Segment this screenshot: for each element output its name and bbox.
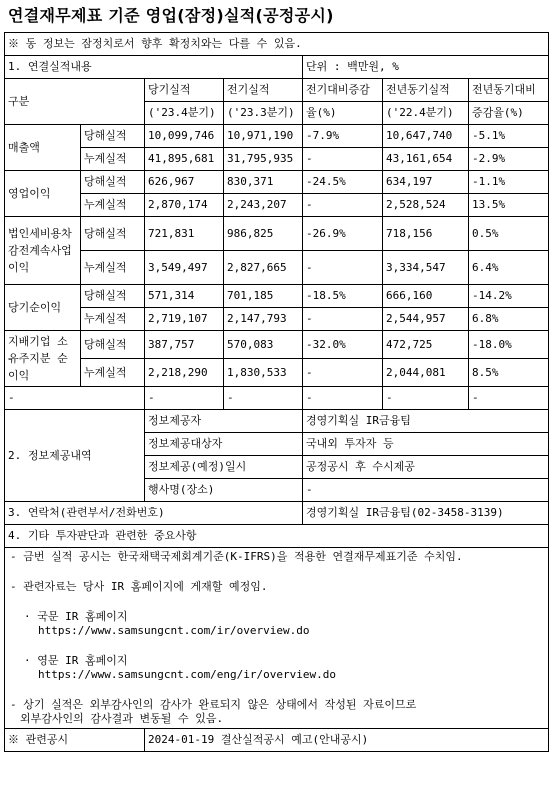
kr-ir-label: · 국문 IR 홈페이지: [24, 610, 128, 623]
cell-qoq: -26.9%: [303, 217, 383, 251]
row-period-label: 당해실적: [81, 217, 145, 251]
cell-current: 2,719,107: [145, 308, 224, 331]
table-row: [5, 308, 549, 331]
cell-yoy: 6.4%: [469, 251, 549, 285]
cell-current: 387,757: [145, 331, 224, 359]
cell-qoq: -7.9%: [303, 125, 383, 148]
cell-qoq: -: [303, 194, 383, 217]
cell-prev: 1,830,533: [224, 359, 303, 387]
related-label: ※ 관련공시: [5, 729, 145, 752]
cell-current: 3,549,497: [145, 251, 224, 285]
cell-current: 10,099,746: [145, 125, 224, 148]
header-prev: 전기실적: [224, 79, 303, 102]
row-period-label: 누계실적: [81, 359, 145, 387]
header-category: 구분: [5, 79, 145, 125]
header-qoq: 전기대비증감: [303, 79, 383, 102]
cell-current: 626,967: [145, 171, 224, 194]
table-row: [5, 217, 549, 251]
cell-yoy: 8.5%: [469, 359, 549, 387]
date-label: 정보제공(예정)일시: [145, 456, 303, 479]
note-audit-2: 외부감사인의 감사결과 변동될 수 있음.: [20, 712, 224, 725]
cell-yoy: 0.5%: [469, 217, 549, 251]
venue-value: -: [303, 479, 549, 502]
cell-qoq: -32.0%: [303, 331, 383, 359]
cell-dash: -: [469, 387, 549, 410]
section2-row: [5, 410, 549, 433]
cell-yoy-base: 3,334,547: [383, 251, 469, 285]
cell-yoy: 13.5%: [469, 194, 549, 217]
cell-yoy: -18.0%: [469, 331, 549, 359]
cell-dash: -: [145, 387, 224, 410]
row-period-label: 누계실적: [81, 148, 145, 171]
notice-text: ※ 동 정보는 잠정치로서 향후 확정치와는 다를 수 있음.: [5, 33, 549, 56]
cell-yoy: -14.2%: [469, 285, 549, 308]
cell-yoy-base: 718,156: [383, 217, 469, 251]
cell-yoy-base: 43,161,654: [383, 148, 469, 171]
date-value: 공정공시 후 수시제공: [303, 456, 549, 479]
cell-current: 571,314: [145, 285, 224, 308]
row-item-label: 매출액: [5, 125, 81, 171]
table-row: [5, 148, 549, 171]
cell-qoq: -: [303, 308, 383, 331]
note-ir-homepage: - 관련자료는 당사 IR 홈페이지에 게재할 예정임.: [10, 580, 268, 593]
kr-ir-url[interactable]: https://www.samsungcnt.com/ir/overview.do: [38, 624, 310, 637]
cell-prev: 701,185: [224, 285, 303, 308]
table-row: [5, 125, 549, 148]
cell-dash: -: [224, 387, 303, 410]
en-ir-label: · 영문 IR 홈페이지: [24, 654, 128, 667]
provider-value: 경영기획실 IR금융팀: [303, 410, 549, 433]
cell-yoy-base: 2,528,524: [383, 194, 469, 217]
section3-row: [5, 502, 549, 525]
venue-label: 행사명(장소): [145, 479, 303, 502]
cell-current: 721,831: [145, 217, 224, 251]
section4-label: 4. 기타 투자판단과 관련한 중요사항: [5, 525, 549, 548]
row-period-label: 누계실적: [81, 194, 145, 217]
section4-notes-row: [5, 548, 549, 729]
row-item-label: 당기순이익: [5, 285, 81, 331]
cell-prev: 10,971,190: [224, 125, 303, 148]
cell-yoy-base: 2,044,081: [383, 359, 469, 387]
header-yoy-base: 전년동기실적: [383, 79, 469, 102]
section4-row: [5, 525, 549, 548]
section1-row: [5, 56, 549, 79]
target-value: 국내외 투자자 등: [303, 433, 549, 456]
cell-qoq: -: [303, 359, 383, 387]
cell-current: 2,870,174: [145, 194, 224, 217]
notice-row: [5, 33, 549, 56]
cell-yoy-base: 10,647,740: [383, 125, 469, 148]
cell-yoy: -5.1%: [469, 125, 549, 148]
row-item-label: 법인세비용차감전계속사업이익: [5, 217, 81, 285]
header-yoy: 전년동기대비: [469, 79, 549, 102]
note-ifrs: - 금번 실적 공시는 한국채택국제회계기준(K-IFRS)을 적용한 연결재무제표기준 수치임.: [10, 550, 463, 563]
cell-yoy-base: 2,544,957: [383, 308, 469, 331]
header-yoy-sub: 증감율(%): [469, 102, 549, 125]
cell-prev: 2,243,207: [224, 194, 303, 217]
cell-yoy: -1.1%: [469, 171, 549, 194]
cell-yoy-base: 666,160: [383, 285, 469, 308]
provider-label: 정보제공자: [145, 410, 303, 433]
header-row-1: [5, 79, 549, 102]
unit-label: 단위 : 백만원, %: [303, 56, 549, 79]
section4-notes: [5, 548, 549, 729]
cell-qoq: -: [303, 148, 383, 171]
row-period-label: 당해실적: [81, 125, 145, 148]
table-row: [5, 171, 549, 194]
cell-dash: -: [303, 387, 383, 410]
contact-value: 경영기획실 IR금융팀(02-3458-3139): [303, 502, 549, 525]
cell-current: 41,895,681: [145, 148, 224, 171]
header-current-sub: ('23.4분기): [145, 102, 224, 125]
cell-qoq: -: [303, 251, 383, 285]
en-ir-url[interactable]: https://www.samsungcnt.com/eng/ir/overview.do: [38, 668, 337, 681]
table-row: [5, 331, 549, 359]
section3-label: 3. 연락처(관련부서/전화번호): [5, 502, 303, 525]
header-yoy-base-sub: ('22.4분기): [383, 102, 469, 125]
cell-yoy: -2.9%: [469, 148, 549, 171]
table-row: [5, 194, 549, 217]
note-audit-1: - 상기 실적은 외부감사인의 감사가 완료되지 않은 상태에서 작성된 자료이므로: [10, 698, 417, 711]
cell-prev: 31,795,935: [224, 148, 303, 171]
cell-dash: -: [383, 387, 469, 410]
table-row: [5, 251, 549, 285]
related-link[interactable]: 2024-01-19 결산실적공시 예고(안내공시): [145, 729, 549, 752]
target-label: 정보제공대상자: [145, 433, 303, 456]
cell-prev: 2,827,665: [224, 251, 303, 285]
cell-yoy-base: 472,725: [383, 331, 469, 359]
row-item-label: 지배기업 소유주지분 순이익: [5, 331, 81, 387]
cell-qoq: -24.5%: [303, 171, 383, 194]
header-prev-sub: ('23.3분기): [224, 102, 303, 125]
header-current: 당기실적: [145, 79, 224, 102]
row-period-label: 당해실적: [81, 331, 145, 359]
table-row: [5, 285, 549, 308]
row-period-label: 누계실적: [81, 251, 145, 285]
row-period-label: 누계실적: [81, 308, 145, 331]
cell-yoy: 6.8%: [469, 308, 549, 331]
cell-prev: 986,825: [224, 217, 303, 251]
cell-dash: -: [5, 387, 145, 410]
cell-qoq: -18.5%: [303, 285, 383, 308]
section2-label: 2. 정보제공내역: [5, 410, 145, 502]
row-item-label: 영업이익: [5, 171, 81, 217]
cell-prev: 830,371: [224, 171, 303, 194]
related-row: [5, 729, 549, 752]
cell-current: 2,218,290: [145, 359, 224, 387]
row-period-label: 당해실적: [81, 285, 145, 308]
disclosure-table: [4, 32, 549, 752]
cell-yoy-base: 634,197: [383, 171, 469, 194]
cell-prev: 570,083: [224, 331, 303, 359]
section1-label: 1. 연결실적내용: [5, 56, 303, 79]
page-title: 연결재무제표 기준 영업(잠정)실적(공정공시): [8, 6, 334, 25]
empty-row: [5, 387, 549, 410]
row-period-label: 당해실적: [81, 171, 145, 194]
table-row: [5, 359, 549, 387]
cell-prev: 2,147,793: [224, 308, 303, 331]
header-qoq-sub: 율(%): [303, 102, 383, 125]
